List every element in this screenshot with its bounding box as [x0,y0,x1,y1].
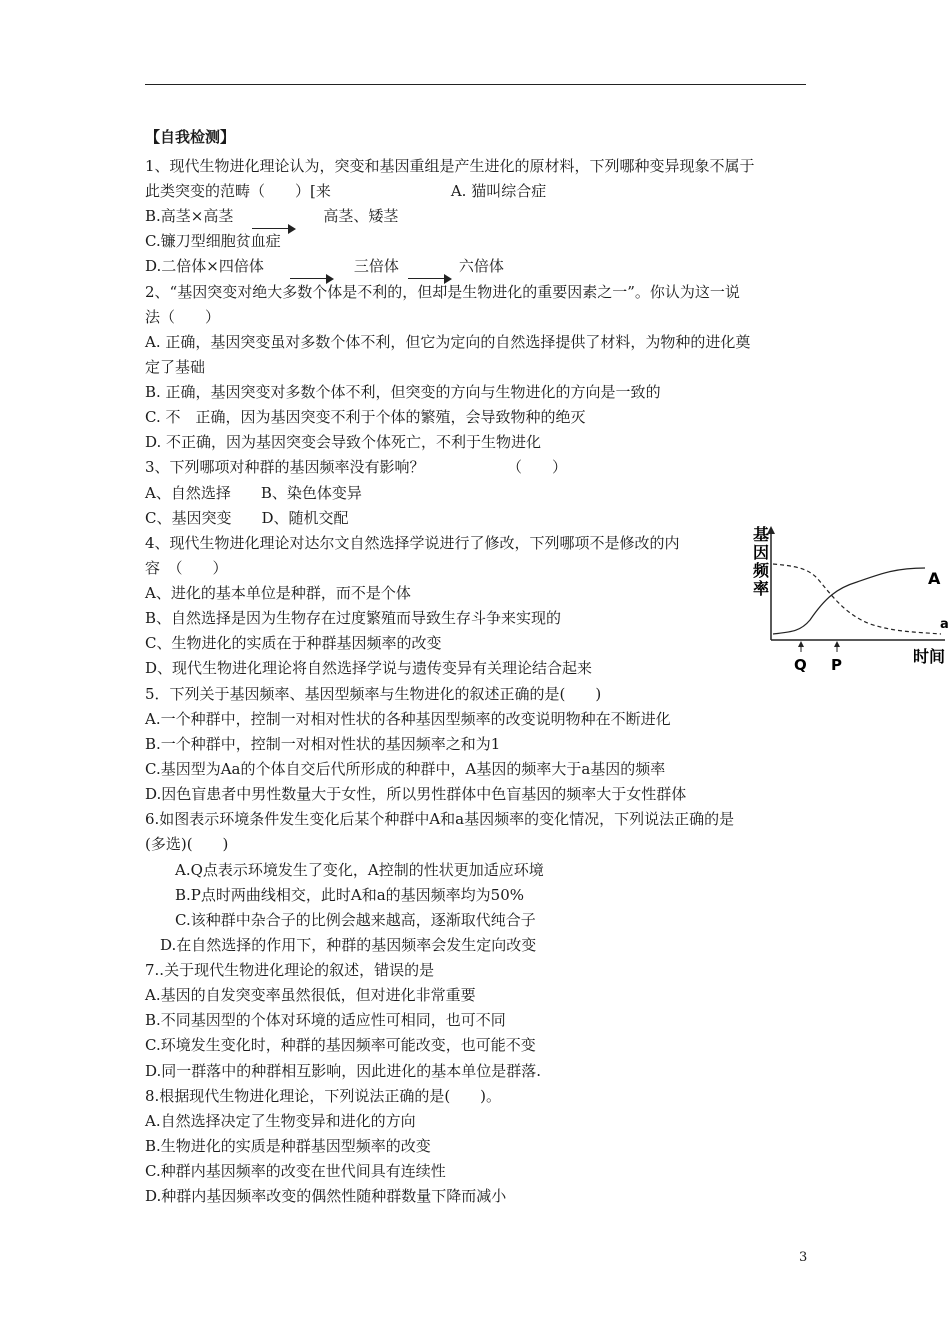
question-line: 4、现代生物进化理论对达尔文自然选择学说进行了修改，下列哪项不是修改的内 [145,534,680,552]
question-line: 1、现代生物进化理论认为，突变和基因重组是产生进化的原材料，下列哪种变异现象不属于 [145,157,755,175]
curve-a [773,564,941,634]
question-line: 3、下列哪项对种群的基因频率没有影响？ （ ） [145,458,568,476]
marker-P [831,641,842,674]
option-line: A.Q点表示环境发生了变化，A控制的性状更加适应环境 [145,861,544,879]
option-line: A. 正确，基因突变虽对多数个体不利，但它为定向的自然选择提供了材料，为物种的进化奠 [145,333,751,351]
curve-A-label: A [928,569,941,588]
cross-arrow-icon [290,274,334,284]
option-line: B. 正确，基因突变对多数个体不利，但突变的方向与生物进化的方向是一致的 [145,383,661,401]
page-number: 3 [799,1250,808,1265]
option-line: D.因色盲患者中男性数量大于女性，所以男性群体中色盲基因的频率大于女性群体 [145,785,687,803]
question-line: (多选)( ) [145,835,229,853]
gene-frequency-graph [745,522,950,677]
option-line: D.二倍体×四倍体 三倍体 六倍体 [145,257,504,275]
svg-text:频: 频 [753,561,770,580]
question-line: 2、“基因突变对绝大多数个体是不利的，但却是生物进化的重要因素之一”。你认为这一说 [145,283,740,301]
option-line: D. 不正确，因为基因突变会导致个体死亡，不利于生物进化 [145,433,542,451]
header-rule [145,84,806,85]
option-line: A.一个种群中，控制一对相对性状的各种基因型频率的改变说明物种在不断进化 [145,710,671,728]
option-line: B、自然选择是因为生物存在过度繁殖而导致生存斗争来实现的 [145,609,562,627]
cross-arrow-icon [252,224,296,234]
option-line: C.镰刀型细胞贫血症 [145,232,281,250]
option-line: D.在自然选择的作用下，种群的基因频率会发生定向改变 [145,936,537,954]
question-line: 此类突变的范畴（ ）[来 A. 猫叫综合症 [145,182,547,200]
option-line: A.基因的自发突变率虽然很低，但对进化非常重要 [145,986,476,1004]
option-line: B.P点时两曲线相交，此时A和a的基因频率均为50% [145,886,525,904]
option-line: C、生物进化的实质在于种群基因频率的改变 [145,634,442,652]
x-axis-label: 时间 [913,647,946,666]
option-line: C.该种群中杂合子的比例会越来越高，逐渐取代纯合子 [145,911,536,929]
question-line: 法（ ） [145,308,221,326]
question-line: 5．下列关于基因频率、基因型频率与生物进化的叙述正确的是( ) [145,685,602,703]
svg-text:P: P [831,656,842,674]
cross-arrow-icon [408,274,452,284]
option-line: B.一个种群中，控制一对相对性状的基因频率之和为1 [145,735,501,753]
question-line: 8.根据现代生物进化理论，下列说法正确的是( )。 [145,1087,502,1105]
marker-Q [794,641,807,674]
option-line: D、现代生物进化理论将自然选择学说与遗传变异有关理论结合起来 [145,659,593,677]
option-line: D.种群内基因频率改变的偶然性随种群数量下降而减小 [145,1187,507,1205]
section-heading: 【自我检测】 [145,128,236,146]
svg-text:基: 基 [753,525,770,544]
svg-text:因: 因 [753,543,770,562]
option-line: B.不同基因型的个体对环境的适应性可相同，也可不同 [145,1011,506,1029]
curve-A [773,568,925,634]
curve-a-label: a [940,617,949,632]
question-line: 6.如图表示环境条件发生变化后某个种群中A和a基因频率的变化情况，下列说法正确的是 [145,810,735,828]
option-line: B.生物进化的实质是种群基因型频率的改变 [145,1137,431,1155]
question-line: 7..关于现代生物进化理论的叙述，错误的是 [145,961,435,979]
option-line: A.自然选择决定了生物变异和进化的方向 [145,1112,416,1130]
option-line: 定了基础 [145,358,206,376]
option-line: A、自然选择 B、染色体变异 [145,484,362,502]
option-line: C.环境发生变化时，种群的基因频率可能改变，也可能不变 [145,1036,536,1054]
option-line: D.同一群落中的种群相互影响，因此进化的基本单位是群落. [145,1062,542,1080]
option-line: C. 不 正确，因为基因突变不利于个体的繁殖，会导致物种的绝灭 [145,408,586,426]
question-line: 容 （ ） [145,559,228,577]
option-line: C、基因突变 D、随机交配 [145,509,349,527]
option-line: B.高茎×高茎 高茎、矮茎 [145,207,399,225]
option-line: C.种群内基因频率的改变在世代间具有连续性 [145,1162,446,1180]
option-line: C.基因型为Aa的个体自交后代所形成的种群中，A基因的频率大于a基因的频率 [145,760,666,778]
option-line: A、进化的基本单位是种群，而不是个体 [145,584,411,602]
svg-text:率: 率 [753,579,770,598]
y-axis-label [753,525,770,598]
svg-text:Q: Q [794,656,807,674]
